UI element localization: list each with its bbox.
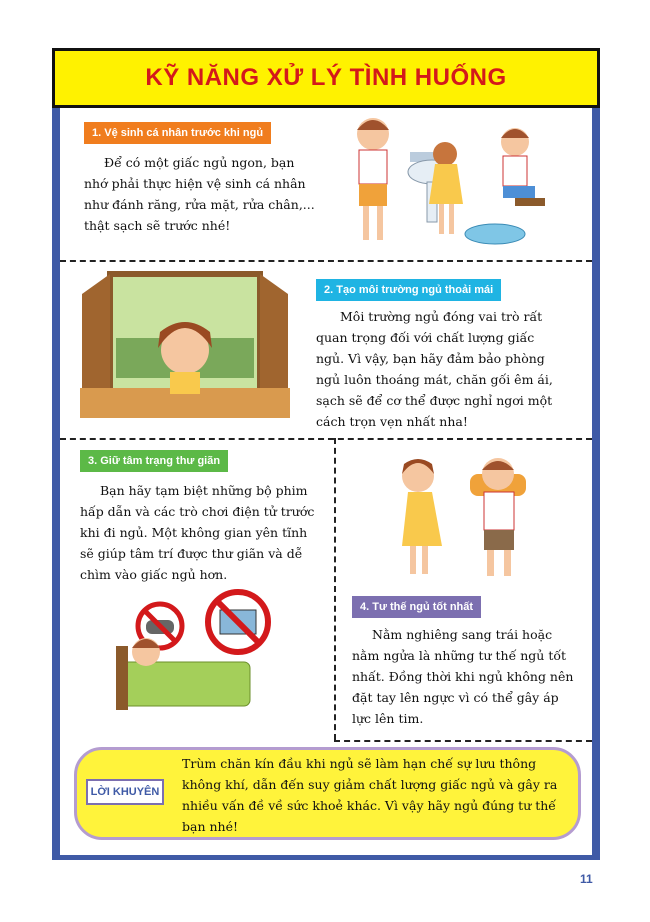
boy-leg <box>377 206 383 240</box>
bed <box>120 662 250 706</box>
advice-text: Trùm chăn kín đầu khi ngủ sẽ làm hạn chế sự lưu thông không khí, dẫn đến suy giảm chất lượng giấc ngủ và gây ra nhiều vấn đề về sức khoẻ khác. Vì vậy hãy ngủ đúng tư thế bạn nhé! <box>182 756 558 834</box>
section-3-badge: 3. Giữ tâm trạng thư giãn <box>80 450 228 472</box>
no-electronics-illustration <box>110 586 280 716</box>
boy-leg <box>363 206 369 240</box>
boy2-hair <box>501 129 529 138</box>
section-4-badge: 4. Tư thế ngủ tốt nhất <box>352 596 481 618</box>
divider-3 <box>334 740 592 742</box>
boy-hair <box>482 461 514 470</box>
girl-leg <box>439 204 444 234</box>
section-2-text: Môi trường ngủ đóng vai trò rất quan trọng đối với chất lượng giấc ngủ. Vì vậy, bạn hãy đảm bảo phòng ngủ luôn thoáng mát, chăn gối êm ái, sạch sẽ để cơ thể được nghỉ ngơi một cách trọn vẹn nhất nha! <box>316 309 553 429</box>
boy-leg <box>504 550 511 576</box>
bedroom-window-illustration <box>80 268 290 428</box>
page-number: 11 <box>580 872 593 886</box>
sleeping-position-illustration <box>392 446 532 582</box>
foot-basin <box>465 224 525 244</box>
girl-leg <box>422 546 428 574</box>
girl-dress <box>170 372 200 394</box>
girl-dress <box>402 492 442 546</box>
girl-head <box>433 142 457 166</box>
section-1-badge: 1. Vệ sinh cá nhân trước khi ngủ <box>84 122 271 144</box>
divider-2 <box>60 438 592 440</box>
divider-vertical <box>334 438 336 740</box>
girl-leg <box>410 546 416 574</box>
boy2-shorts <box>503 186 535 198</box>
page-title: KỸ NĂNG XỬ LÝ TÌNH HUỐNG <box>145 64 507 91</box>
divider-1 <box>60 260 592 262</box>
hygiene-illustration <box>345 112 555 252</box>
boy2-shirt <box>503 156 527 186</box>
boy-leg <box>487 550 494 576</box>
boy-shirt <box>484 492 514 530</box>
boy-hair <box>357 120 389 130</box>
boy-shorts <box>484 530 514 550</box>
title-banner <box>52 48 600 108</box>
bed-headboard <box>116 646 128 710</box>
section-3-text: Bạn hãy tạm biệt những bộ phim hấp dẫn và các trò chơi điện tử trước khi đi ngủ. Một không gian yên tĩnh sẽ giúp tâm trí được thư giãn và dễ chìm vào giấc ngủ hơn. <box>80 483 315 582</box>
section-2-badge: 2. Tạo môi trường ngủ thoải mái <box>316 279 501 301</box>
stool <box>515 198 545 206</box>
boy-shirt <box>359 150 387 184</box>
girl-dress <box>429 164 463 204</box>
girl-leg <box>449 204 454 234</box>
section-1-text: Để có một giấc ngủ ngon, bạn nhớ phải thực hiện vệ sinh cá nhân như đánh răng, rửa mặt, rửa chân,... thật sạch sẽ trước nhé! <box>84 155 315 233</box>
boy-shorts <box>359 184 387 206</box>
section-4-text: Nằm nghiêng sang trái hoặc nằm ngửa là những tư thế ngủ tốt nhất. Đồng thời khi ngủ không nên đặt tay lên ngực vì có thể gây áp lực lên tim. <box>352 627 574 726</box>
advice-label: LỜI KHUYÊN <box>86 779 164 805</box>
